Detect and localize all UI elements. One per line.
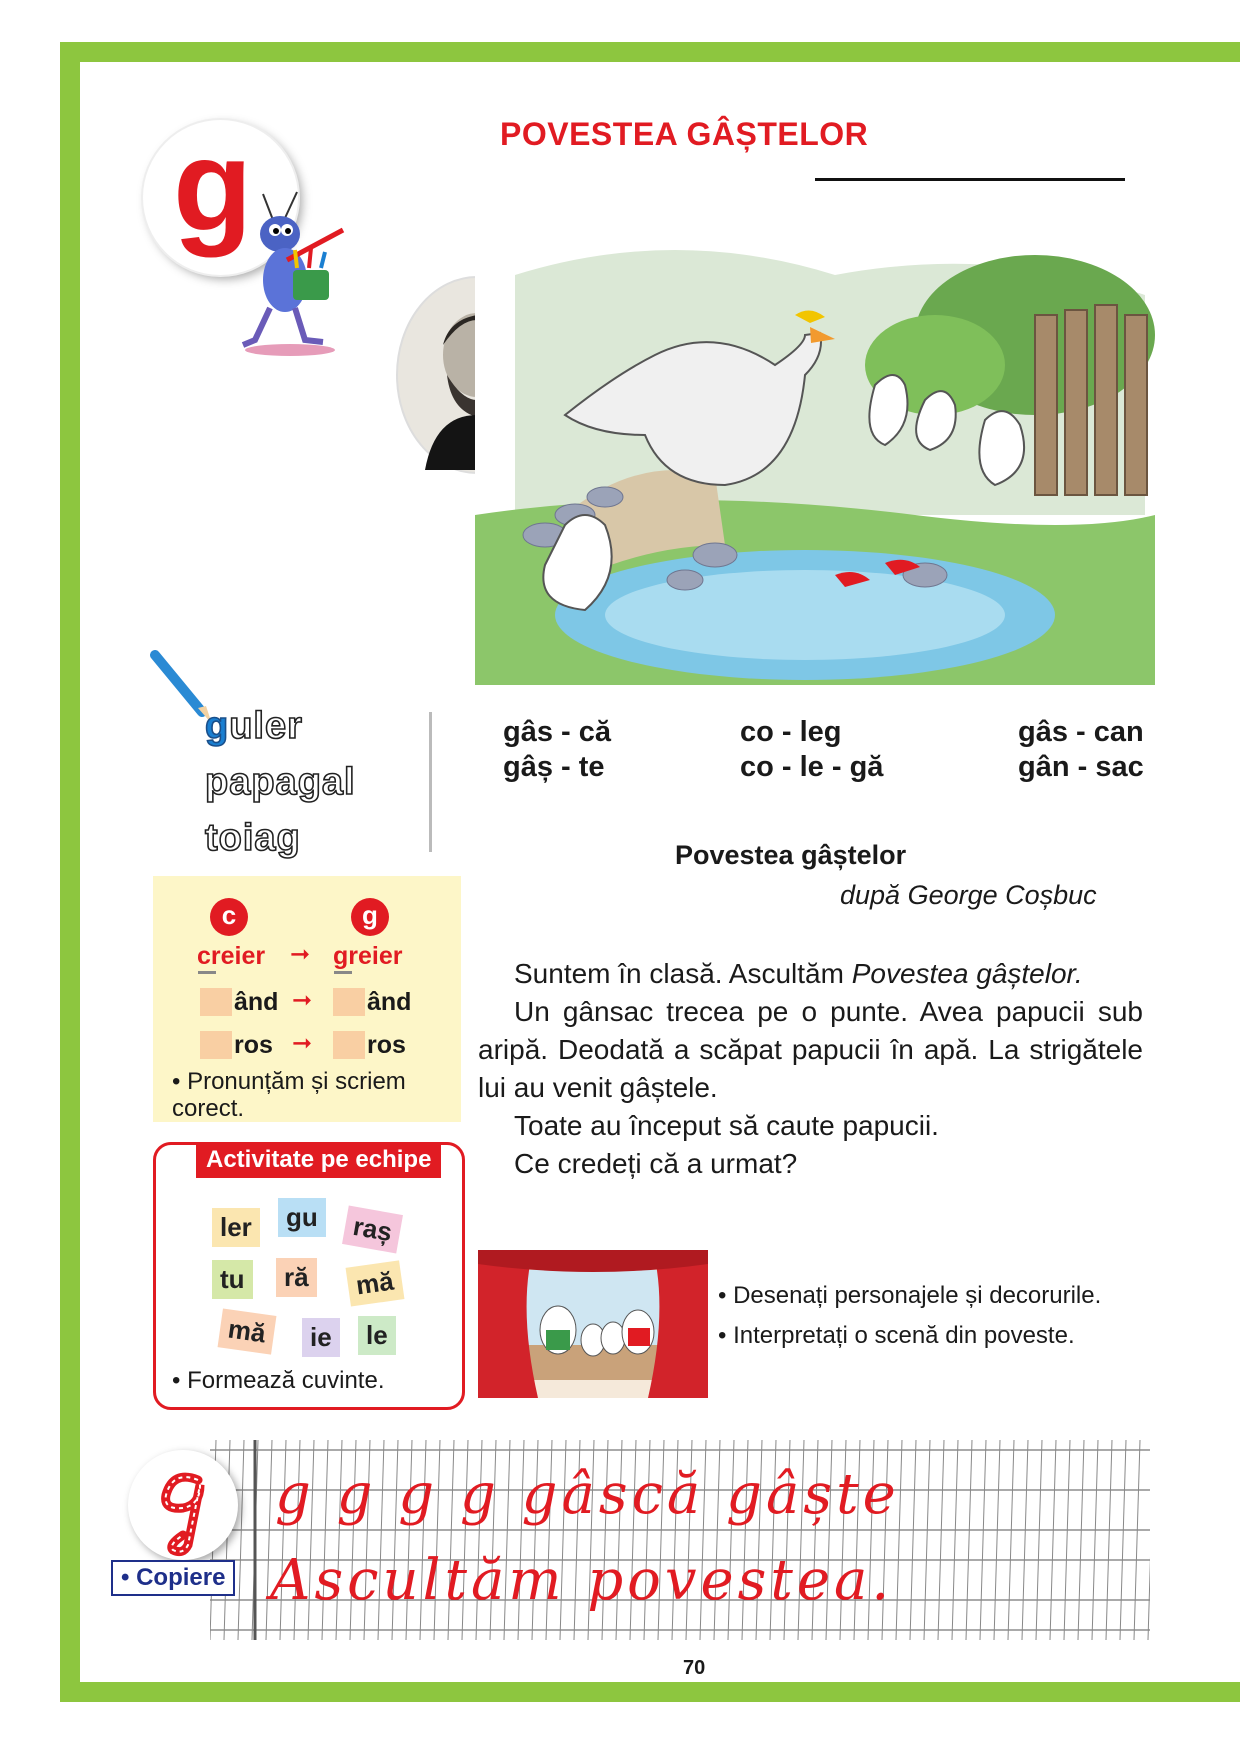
syllable-tile[interactable]: mă [218,1308,276,1354]
word-papagal: papagal [205,761,356,803]
word-ros-left: ros [234,1031,273,1059]
word-and-right: ând [367,988,412,1016]
story-author: după George Coșbuc [840,880,1097,910]
team-activity-instruction: • Formează cuvinte. [172,1367,385,1394]
activity-draw: • Desenați personajele și decorurile. [718,1282,1102,1309]
story-paragraph-4: Ce credeți că a urmat? [514,1148,798,1179]
cursive-g-badge [128,1450,238,1560]
story-paragraph-2: Un gânsac trecea pe o punte. Avea papucii sub aripă. Deodată a scăpat papucii în apă. La strigătele lui au venit gâștele. [478,996,1143,1103]
story-text [478,955,1143,1183]
letter-g: g [173,112,253,258]
word-greier: greier [333,942,403,970]
blank-box[interactable] [333,1031,365,1059]
word-guler: guler [205,705,303,747]
syllable-tile[interactable]: ră [276,1258,317,1297]
word-toiag: toiag [205,817,301,859]
blank-box[interactable] [200,1031,232,1059]
word-and-left: ând [234,988,279,1016]
syllable-tile[interactable]: gu [278,1198,326,1237]
page-frame-top [60,42,1240,62]
syllable-colega: co - le - gă [740,751,884,783]
word-list [205,698,356,866]
cursive-g-icon [128,1450,238,1560]
page-title: POVESTEA GÂȘTELOR [500,116,869,152]
creier-underline [198,971,216,974]
cursive-line-2: Ascultăm povestea. [270,1548,894,1613]
cricket-mascot-illustration [225,190,365,360]
c-g-instruction: • Pronunțăm și scriem corect. [172,1068,406,1122]
team-activity-label: Activitate pe echipe [196,1142,441,1178]
arrow-1: ➞ [290,941,311,968]
page-frame-bottom [60,1682,1240,1702]
syllable-tile[interactable]: mă [346,1260,404,1306]
blank-box[interactable] [200,988,232,1016]
page-number: 70 [683,1657,706,1679]
story-title: Povestea gâștelor [675,840,907,870]
blank-box[interactable] [333,988,365,1016]
syllable-tile[interactable]: ie [302,1318,340,1357]
letter-c-badge: c [210,898,248,936]
syllable-tile[interactable]: le [358,1316,396,1355]
syllable-tile[interactable]: tu [212,1260,253,1299]
greier-underline [334,971,352,974]
syllable-tile[interactable]: ler [212,1208,260,1247]
word-ros-right: ros [367,1031,406,1059]
story-paragraph-3: Toate au început să caute papucii. [514,1110,939,1141]
syllable-gaste: gâș - te [503,751,605,783]
syllable-gasca: gâs - că [503,716,611,748]
letter-g-badge: g [351,898,389,936]
activity-act: • Interpretați o scenă din poveste. [718,1322,1075,1349]
vertical-divider [429,712,432,852]
syllable-gansac: gân - sac [1018,751,1144,783]
title-write-line [815,178,1125,181]
arrow-2: ➞ [292,987,313,1014]
syllable-coleg: co - leg [740,716,842,748]
copy-label: • Copiere [111,1560,235,1596]
syllable-gascan: gâs - can [1018,716,1144,748]
page-frame-left [60,42,80,1702]
story-paragraph-1: Suntem în clasă. Ascultăm Povestea gâștelor. [514,958,1083,989]
theater-stage-illustration [478,1250,708,1398]
geese-scene-illustration [475,215,1155,685]
word-creier: creier [197,942,266,970]
arrow-3: ➞ [292,1030,313,1057]
syllable-tile[interactable]: raș [342,1206,403,1254]
cursive-line-1: g g g g gâscă gâște [275,1462,900,1527]
